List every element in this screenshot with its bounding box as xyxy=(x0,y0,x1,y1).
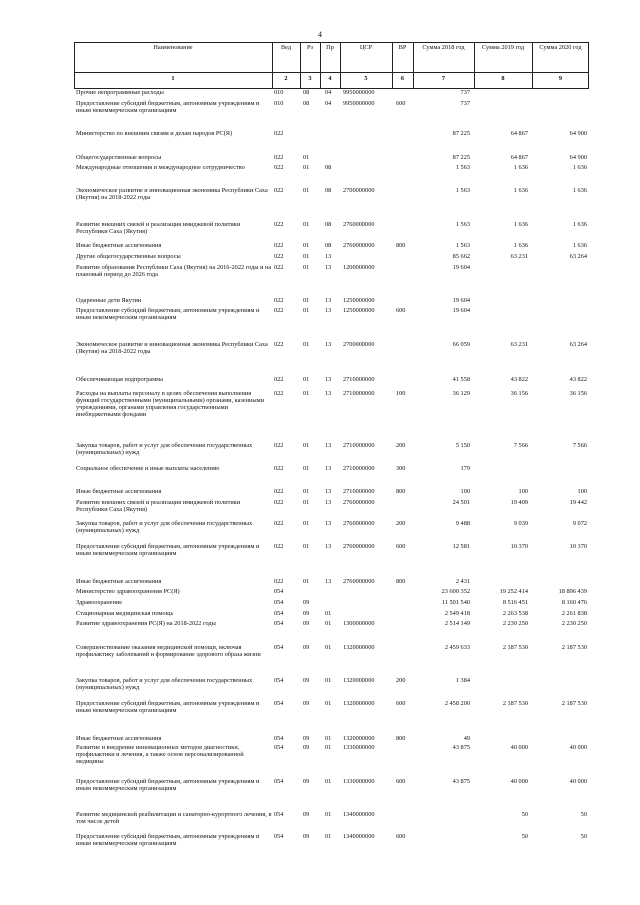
table-row xyxy=(0,442,640,454)
cell-rz: 01 xyxy=(303,242,310,249)
cell-csr: 1330000000 xyxy=(343,778,375,785)
cell-name: Развитие внешних связей и реализация имиджевой политики Республики Саха (Якутия) xyxy=(76,221,241,235)
cell-rz: 09 xyxy=(303,644,310,651)
cell-rz: 01 xyxy=(303,297,310,304)
header-csr: ЦСР xyxy=(359,44,373,51)
table-row xyxy=(0,465,640,477)
cell-ved: 022 xyxy=(274,488,284,495)
cell-name: Расходы на выплаты персоналу в целях обеспечения выполнения функций государственными (муниципальными) органами, казенными учреждениями, органами управления государственными внебюджетными фондами xyxy=(76,390,264,418)
cell-s2018: 43 875 xyxy=(452,744,470,751)
cell-rz: 09 xyxy=(303,744,310,751)
cell-s2020: 10 370 xyxy=(569,543,587,550)
cell-ved: 022 xyxy=(274,442,284,449)
cell-pr: 13 xyxy=(325,390,332,397)
cell-pr: 01 xyxy=(325,833,332,840)
cell-pr: 01 xyxy=(325,744,332,751)
cell-vr: 800 xyxy=(396,735,406,742)
table-row xyxy=(0,390,640,418)
column-number: 5 xyxy=(364,75,368,82)
cell-s2019: 36 156 xyxy=(510,390,528,397)
header-ved: Вед xyxy=(280,44,292,51)
cell-rz: 01 xyxy=(303,341,310,348)
cell-s2018: 9 488 xyxy=(455,520,470,527)
cell-pr: 13 xyxy=(325,520,332,527)
cell-pr: 01 xyxy=(325,778,332,785)
cell-ved: 054 xyxy=(274,811,284,818)
cell-name: Обеспечивающая подпрограмма xyxy=(76,376,163,383)
cell-csr: 2710000000 xyxy=(343,442,375,449)
table-row xyxy=(0,644,640,656)
cell-s2020: 40 000 xyxy=(569,778,587,785)
cell-s2018: 41 558 xyxy=(452,376,470,383)
cell-vr: 800 xyxy=(396,488,406,495)
cell-vr: 800 xyxy=(396,578,406,585)
cell-s2019: 64 867 xyxy=(510,154,528,161)
cell-rz: 09 xyxy=(303,620,310,627)
cell-csr: 2760000000 xyxy=(343,221,375,228)
cell-csr: 2760000000 xyxy=(343,578,375,585)
cell-name: Иные бюджетные ассигнования xyxy=(76,242,162,249)
cell-csr: 1340000000 xyxy=(343,811,375,818)
cell-csr: 2710000000 xyxy=(343,390,375,397)
cell-rz: 01 xyxy=(303,488,310,495)
cell-pr: 01 xyxy=(325,811,332,818)
cell-s2019: 7 566 xyxy=(513,442,528,449)
cell-rz: 09 xyxy=(303,677,310,684)
header-sum-2018: Сумма 2018 год xyxy=(422,44,465,51)
cell-rz: 09 xyxy=(303,735,310,742)
cell-s2020: 2 187 530 xyxy=(561,700,587,707)
cell-s2020: 2 230 250 xyxy=(561,620,587,627)
cell-name: Иные бюджетные ассигнования xyxy=(76,735,162,742)
cell-name: Общегосударственные вопросы xyxy=(76,154,162,161)
cell-name: Министерство по внешним связям и делам народов РС(Я) xyxy=(76,130,233,137)
cell-pr: 08 xyxy=(325,242,332,249)
cell-s2019: 100 xyxy=(518,488,528,495)
column-number: 4 xyxy=(328,75,332,82)
cell-csr: 2710000000 xyxy=(343,376,375,383)
header-pr: Пр xyxy=(326,44,334,51)
cell-rz: 09 xyxy=(303,599,310,606)
cell-s2020: 50 xyxy=(580,833,587,840)
cell-vr: 800 xyxy=(396,242,406,249)
cell-csr: 2760000000 xyxy=(343,520,375,527)
page-number: 4 xyxy=(318,30,322,39)
cell-pr: 08 xyxy=(325,221,332,228)
cell-ved: 054 xyxy=(274,744,284,751)
cell-s2020: 63 264 xyxy=(569,341,587,348)
cell-s2019: 50 xyxy=(521,811,528,818)
cell-pr: 08 xyxy=(325,187,332,194)
cell-rz: 01 xyxy=(303,442,310,449)
cell-rz: 01 xyxy=(303,307,310,314)
cell-s2018: 1 563 xyxy=(455,242,470,249)
table-row xyxy=(0,520,640,532)
cell-s2018: 19 604 xyxy=(452,264,470,271)
cell-vr: 100 xyxy=(396,390,406,397)
cell-pr: 01 xyxy=(325,735,332,742)
cell-s2018: 24 501 xyxy=(452,499,470,506)
table-row xyxy=(0,700,640,712)
cell-csr: 1300000000 xyxy=(343,620,375,627)
cell-ved: 022 xyxy=(274,154,284,161)
cell-csr: 1320000000 xyxy=(343,700,375,707)
cell-pr: 01 xyxy=(325,700,332,707)
cell-name: Иные бюджетные ассигнования xyxy=(76,578,162,585)
cell-pr: 13 xyxy=(325,264,332,271)
cell-s2019: 10 370 xyxy=(510,543,528,550)
table-row xyxy=(0,341,640,353)
cell-ved: 054 xyxy=(274,677,284,684)
cell-csr: 2710000000 xyxy=(343,465,375,472)
cell-s2018: 19 604 xyxy=(452,307,470,314)
cell-s2019: 50 xyxy=(521,833,528,840)
cell-ved: 054 xyxy=(274,778,284,785)
cell-ved: 022 xyxy=(274,253,284,260)
cell-ved: 022 xyxy=(274,520,284,527)
cell-csr: 2710000000 xyxy=(343,488,375,495)
cell-s2019: 1 636 xyxy=(513,221,528,228)
cell-name: Прочие непрограммные расходы xyxy=(76,89,164,96)
cell-name: Предоставление субсидий бюджетным, автономным учреждениям и иным некоммерческим организациям xyxy=(76,307,260,321)
cell-s2019: 8 516 451 xyxy=(502,599,528,606)
cell-vr: 300 xyxy=(396,465,406,472)
cell-s2019: 2 230 250 xyxy=(502,620,528,627)
column-number: 1 xyxy=(171,75,175,82)
cell-ved: 022 xyxy=(274,578,284,585)
cell-ved: 022 xyxy=(274,297,284,304)
cell-s2018: 2 458 200 xyxy=(444,700,470,707)
cell-rz: 09 xyxy=(303,610,310,617)
cell-pr: 04 xyxy=(325,100,332,107)
cell-csr: 2700000000 xyxy=(343,187,375,194)
cell-s2020: 36 156 xyxy=(569,390,587,397)
cell-pr: 13 xyxy=(325,442,332,449)
cell-s2018: 737 xyxy=(460,100,470,107)
cell-vr: 600 xyxy=(396,700,406,707)
table-row xyxy=(0,833,640,845)
cell-vr: 200 xyxy=(396,442,406,449)
header-sum-2020: Сумма 2020 год xyxy=(539,44,582,51)
cell-s2018: 87 225 xyxy=(452,130,470,137)
column-number: 6 xyxy=(400,75,405,82)
cell-csr: 2700000000 xyxy=(343,341,375,348)
cell-rz: 08 xyxy=(303,100,310,107)
cell-name: Развитие медицинской реабилитации и санаторно-курортного лечения, в том числе детей xyxy=(76,811,272,825)
cell-ved: 022 xyxy=(274,341,284,348)
cell-s2018: 1 384 xyxy=(455,677,470,684)
cell-name: Здравоохранение xyxy=(76,599,123,606)
cell-ved: 022 xyxy=(274,264,284,271)
cell-name: Развитие образования Республики Саха (Якутия) на 2016-2022 годы и на плановый период до 2026 года xyxy=(76,264,272,278)
cell-pr: 04 xyxy=(325,89,332,96)
cell-name: Закупка товаров, работ и услуг для обеспечения государственных (муниципальных) нужд xyxy=(76,520,253,534)
cell-s2018: 43 875 xyxy=(452,778,470,785)
cell-name: Предоставление субсидий бюджетным, автономным учреждениям и иным некоммерческим организациям xyxy=(76,833,260,847)
cell-s2019: 1 636 xyxy=(513,164,528,171)
table-row xyxy=(0,811,640,823)
cell-s2020: 1 636 xyxy=(572,221,587,228)
cell-rz: 01 xyxy=(303,543,310,550)
cell-ved: 054 xyxy=(274,588,284,595)
cell-name: Закупка товаров, работ и услуг для обеспечения государственных (муниципальных) нужд xyxy=(76,677,253,691)
cell-rz: 09 xyxy=(303,700,310,707)
table-row xyxy=(0,677,640,689)
cell-name: Предоставление субсидий бюджетным, автономным учреждениям и иным некоммерческим организациям xyxy=(76,543,260,557)
cell-s2019: 2 187 530 xyxy=(502,700,528,707)
cell-s2018: 737 xyxy=(460,89,470,96)
header-sum-2019: Сумма 2019 год xyxy=(481,44,525,51)
cell-pr: 13 xyxy=(325,543,332,550)
cell-s2018: 2 459 633 xyxy=(444,644,470,651)
cell-ved: 054 xyxy=(274,610,284,617)
cell-s2018: 11 501 540 xyxy=(441,599,470,606)
cell-rz: 09 xyxy=(303,778,310,785)
cell-s2018: 49 xyxy=(463,735,470,742)
cell-csr: 1340000000 xyxy=(343,833,375,840)
cell-s2019: 2 263 538 xyxy=(502,610,528,617)
cell-s2018: 1 563 xyxy=(455,221,470,228)
cell-name: Развитие внешних связей и реализация имиджевой политики Республики Саха (Якутия) xyxy=(76,499,241,513)
cell-csr: 1330000000 xyxy=(343,744,375,751)
cell-pr: 13 xyxy=(325,488,332,495)
column-number: 2 xyxy=(284,75,288,82)
table-row xyxy=(0,778,640,790)
cell-csr: 2760000000 xyxy=(343,543,375,550)
cell-s2018: 1 563 xyxy=(455,164,470,171)
cell-name: Стационарная медицинская помощь xyxy=(76,610,174,617)
cell-s2018: 87 225 xyxy=(452,154,470,161)
cell-s2019: 19 252 414 xyxy=(499,588,528,595)
cell-ved: 022 xyxy=(274,221,284,228)
cell-rz: 01 xyxy=(303,578,310,585)
cell-s2020: 43 822 xyxy=(569,376,587,383)
cell-csr: 9950000000 xyxy=(343,100,375,107)
cell-ved: 054 xyxy=(274,620,284,627)
table-row xyxy=(0,307,640,319)
cell-s2019: 40 000 xyxy=(510,778,528,785)
cell-s2020: 8 160 476 xyxy=(561,599,587,606)
cell-ved: 022 xyxy=(274,390,284,397)
column-number: 8 xyxy=(501,75,505,82)
cell-ved: 054 xyxy=(274,833,284,840)
cell-rz: 09 xyxy=(303,833,310,840)
cell-csr: 2760000000 xyxy=(343,242,375,249)
cell-ved: 022 xyxy=(274,242,284,249)
cell-s2020: 18 896 439 xyxy=(558,588,587,595)
cell-csr: 1200000000 xyxy=(343,264,375,271)
cell-s2020: 1 636 xyxy=(572,242,587,249)
cell-pr: 01 xyxy=(325,620,332,627)
cell-rz: 01 xyxy=(303,520,310,527)
cell-name: Международные отношения и международное сотрудничество xyxy=(76,164,245,171)
cell-ved: 054 xyxy=(274,644,284,651)
cell-s2018: 23 600 352 xyxy=(441,588,470,595)
cell-rz: 09 xyxy=(303,811,310,818)
cell-csr: 1320000000 xyxy=(343,677,375,684)
cell-ved: 010 xyxy=(274,100,284,107)
cell-ved: 022 xyxy=(274,187,284,194)
cell-pr: 13 xyxy=(325,578,332,585)
cell-s2020: 40 000 xyxy=(569,744,587,751)
cell-name: Предоставление субсидий бюджетным, автономным учреждениям и иным некоммерческим организациям xyxy=(76,778,260,792)
cell-csr: 1250000000 xyxy=(343,297,375,304)
table-row xyxy=(0,376,640,388)
cell-s2019: 1 636 xyxy=(513,242,528,249)
cell-name: Предоставление субсидий бюджетным, автономным учреждениям и иным некоммерческим организациям xyxy=(76,700,260,714)
cell-csr: 9950000000 xyxy=(343,89,375,96)
cell-name: Экономическое развитие и инновационная экономика Республики Саха (Якутия) на 2018-2022 годы xyxy=(76,341,268,355)
cell-rz: 01 xyxy=(303,154,310,161)
cell-s2019: 63 231 xyxy=(510,253,528,260)
table-row xyxy=(0,221,640,233)
cell-s2018: 36 129 xyxy=(452,390,470,397)
cell-pr: 01 xyxy=(325,644,332,651)
cell-rz: 01 xyxy=(303,187,310,194)
cell-ved: 022 xyxy=(274,465,284,472)
cell-ved: 022 xyxy=(274,130,284,137)
cell-name: Предоставление субсидий бюджетным, автономным учреждениям и иным некоммерческим организациям xyxy=(76,100,260,114)
cell-pr: 13 xyxy=(325,297,332,304)
cell-s2018: 12 581 xyxy=(452,543,470,550)
cell-ved: 054 xyxy=(274,735,284,742)
cell-s2020: 1 636 xyxy=(572,187,587,194)
cell-pr: 01 xyxy=(325,610,332,617)
cell-name: Совершенствование оказания медицинской помощи, включая профилактику заболеваний и формирование здорового образа жизни xyxy=(76,644,261,658)
cell-s2020: 63 264 xyxy=(569,253,587,260)
cell-csr: 1250000000 xyxy=(343,307,375,314)
cell-s2019: 2 187 530 xyxy=(502,644,528,651)
cell-ved: 022 xyxy=(274,376,284,383)
cell-s2018: 66 059 xyxy=(452,341,470,348)
table-row xyxy=(0,499,640,511)
cell-csr: 1320000000 xyxy=(343,644,375,651)
cell-s2019: 9 039 xyxy=(513,520,528,527)
cell-vr: 200 xyxy=(396,677,406,684)
cell-name: Социальное обеспечение и иные выплаты населению xyxy=(76,465,220,472)
cell-name: Экономическое развитие и инновационная экономика Республики Саха (Якутия) на 2018-2022 годы xyxy=(76,187,268,201)
table-row xyxy=(0,744,640,765)
cell-name: Иные бюджетные ассигнования xyxy=(76,488,162,495)
cell-ved: 022 xyxy=(274,307,284,314)
cell-s2020: 64 900 xyxy=(569,154,587,161)
cell-s2020: 19 442 xyxy=(569,499,587,506)
table-row xyxy=(0,264,640,276)
cell-s2018: 179 xyxy=(460,465,470,472)
cell-rz: 01 xyxy=(303,499,310,506)
cell-s2019: 43 822 xyxy=(510,376,528,383)
header-vr: ВР xyxy=(398,44,407,51)
cell-rz: 01 xyxy=(303,221,310,228)
header-name: Наименование xyxy=(153,44,193,51)
cell-s2018: 2 431 xyxy=(455,578,470,585)
cell-s2019: 64 867 xyxy=(510,130,528,137)
cell-pr: 13 xyxy=(325,341,332,348)
cell-s2020: 64 900 xyxy=(569,130,587,137)
cell-name: Министерство здравоохранения РС(Я) xyxy=(76,588,180,595)
cell-csr: 2760000000 xyxy=(343,499,375,506)
cell-ved: 054 xyxy=(274,700,284,707)
cell-vr: 200 xyxy=(396,520,406,527)
cell-s2020: 2 187 530 xyxy=(561,644,587,651)
header-rule xyxy=(74,72,589,73)
header-rz: Рз xyxy=(307,44,313,51)
cell-rz: 08 xyxy=(303,89,310,96)
cell-s2020: 1 636 xyxy=(572,164,587,171)
cell-vr: 600 xyxy=(396,543,406,550)
cell-s2018: 2 549 418 xyxy=(444,610,470,617)
cell-s2018: 85 662 xyxy=(452,253,470,260)
cell-pr: 13 xyxy=(325,307,332,314)
cell-vr: 600 xyxy=(396,778,406,785)
cell-pr: 13 xyxy=(325,499,332,506)
cell-ved: 010 xyxy=(274,89,284,96)
cell-s2019: 40 000 xyxy=(510,744,528,751)
cell-rz: 01 xyxy=(303,465,310,472)
table-row xyxy=(0,620,640,632)
cell-ved: 054 xyxy=(274,599,284,606)
cell-vr: 600 xyxy=(396,833,406,840)
cell-s2018: 100 xyxy=(460,488,470,495)
cell-s2020: 50 xyxy=(580,811,587,818)
cell-s2018: 1 563 xyxy=(455,187,470,194)
cell-pr: 13 xyxy=(325,253,332,260)
table-row xyxy=(0,543,640,555)
cell-pr: 08 xyxy=(325,164,332,171)
cell-name: Другие общегосударственные вопросы xyxy=(76,253,181,260)
cell-pr: 13 xyxy=(325,376,332,383)
cell-s2020: 9 072 xyxy=(572,520,587,527)
table-row xyxy=(0,187,640,199)
cell-rz: 01 xyxy=(303,253,310,260)
table-row xyxy=(0,164,640,176)
cell-s2019: 19 409 xyxy=(510,499,528,506)
table-row xyxy=(0,130,640,142)
cell-rz: 01 xyxy=(303,264,310,271)
cell-vr: 600 xyxy=(396,100,406,107)
cell-s2020: 2 261 838 xyxy=(561,610,587,617)
cell-name: Закупка товаров, работ и услуг для обеспечения государственных (муниципальных) нужд xyxy=(76,442,253,456)
cell-name: Развитие здравоохранения РС(Я) на 2018-2022 годы xyxy=(76,620,216,627)
table-row xyxy=(0,100,640,112)
cell-rz: 01 xyxy=(303,376,310,383)
cell-pr: 01 xyxy=(325,677,332,684)
cell-rz: 01 xyxy=(303,164,310,171)
cell-csr: 1320000000 xyxy=(343,735,375,742)
cell-ved: 022 xyxy=(274,499,284,506)
cell-name: Развитие и внедрение инновационных методов диагностики, профилактики и лечения, а также основ персонализированной медицины xyxy=(76,744,244,765)
cell-ved: 022 xyxy=(274,164,284,171)
cell-s2020: 7 566 xyxy=(572,442,587,449)
cell-s2018: 5 150 xyxy=(455,442,470,449)
cell-ved: 022 xyxy=(274,543,284,550)
cell-s2019: 63 231 xyxy=(510,341,528,348)
cell-s2018: 19 604 xyxy=(452,297,470,304)
column-number: 3 xyxy=(308,75,312,82)
cell-s2018: 2 514 149 xyxy=(444,620,470,627)
column-number: 9 xyxy=(558,75,563,82)
cell-rz: 01 xyxy=(303,390,310,397)
cell-s2019: 1 636 xyxy=(513,187,528,194)
cell-name: Одаренные дети Якутии xyxy=(76,297,142,304)
column-number: 7 xyxy=(441,75,446,82)
cell-s2020: 100 xyxy=(577,488,587,495)
cell-vr: 600 xyxy=(396,307,406,314)
cell-pr: 13 xyxy=(325,465,332,472)
